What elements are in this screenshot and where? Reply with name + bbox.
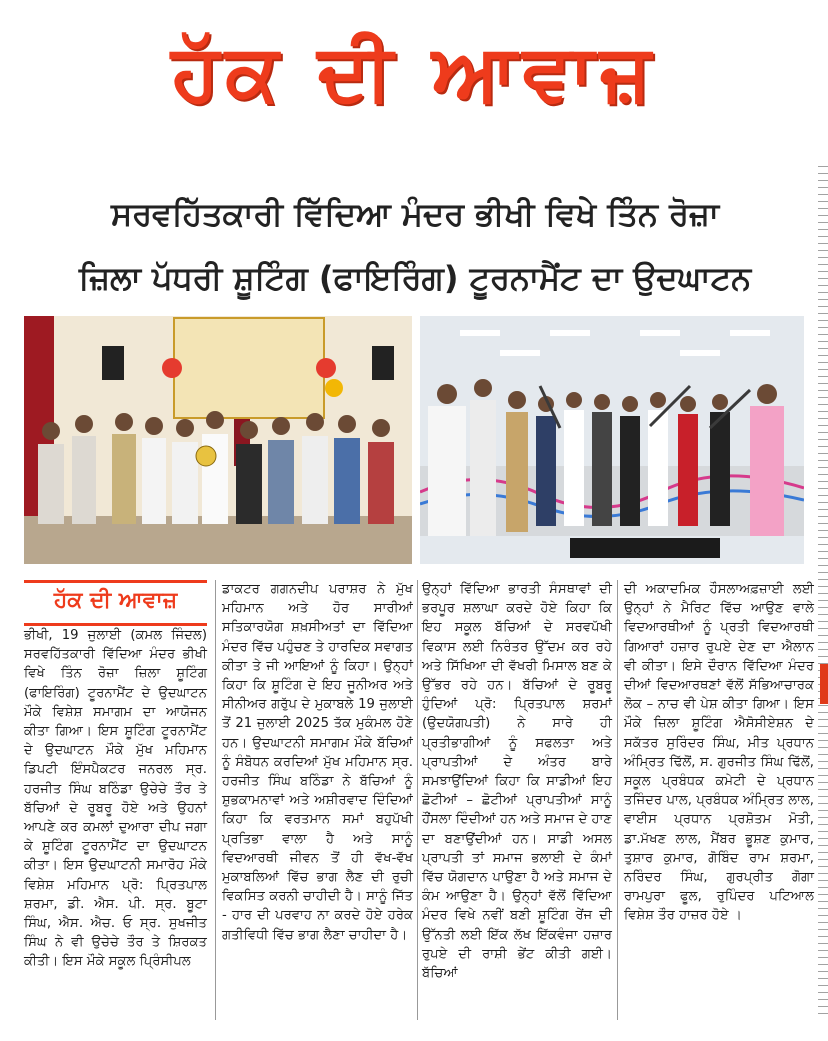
publication-logo	[24, 580, 207, 626]
article-column-2	[222, 580, 413, 945]
photo-guests-on-stage	[24, 316, 412, 564]
masthead-title: ਹੱਕ ਦੀ ਆਵਾਜ਼	[171, 28, 657, 118]
adjacent-page-red-mark	[820, 664, 828, 704]
article-column-1	[24, 626, 207, 972]
column-divider	[215, 580, 216, 1020]
photo-shooting-participants	[420, 316, 804, 564]
adjacent-page-edge	[818, 160, 828, 1020]
headline-line-1: ਸਰਵਹਿੱਤਕਾਰੀ ਵਿੱਦਿਆ ਮੰਦਰ ਭੀਖੀ ਵਿਖੇ ਤਿੰਨ ਰੋਜ਼ਾ	[110, 195, 720, 233]
column-divider	[417, 580, 418, 1020]
article-column-4	[624, 580, 814, 926]
article-column-2-text: ਡਾਕਟਰ ਗਗਨਦੀਪ ਪਰਾਸ਼ਰ ਨੇ ਮੁੱਖ ਮਹਿਮਾਨ ਅਤੇ ਹੋਰ ਸਾਰੀਆਂ ਸਤਿਕਾਰਯੋਗ ਸ਼ਖ਼ਸੀਅਤਾਂ ਦਾ ਵਿੱਦਿਆ ਮੰਦਰ ਵਿੱਚ ਪਹੁੰਚਣ ਤੇ ਹਾਰਦਿਕ ਸਵਾਗਤ ਕੀਤਾ ਤੇ ਜੀ ਆਇਆਂ ਨੂੰ ਕਿਹਾ। ਉਨ੍ਹਾਂ ਕਿਹਾ ਕਿ ਸ਼ੂਟਿੰਗ ਦੇ ਇਹ ਜੂਨੀਅਰ ਅਤੇ ਸੀਨੀਅਰ ਗਰੁੱਪ ਦੇ ਮੁਕਾਬਲੇ 19 ਜੁਲਾਈ ਤੋਂ 21 ਜੁਲਾਈ 2025 ਤੱਕ ਮੁਕੰਮਲ ਹੋਣੇ ਹਨ। ਉਦਘਾਟਨੀ ਸਮਾਗਮ ਮੌਕੇ ਬੱਚਿਆਂ ਨੂੰ ਸੰਬੋਧਨ ਕਰਦਿਆਂ ਮੁੱਖ ਮਹਿਮਾਨ ਸ੍ਰ. ਹਰਜੀਤ ਸਿੰਘ ਬਠਿੰਡਾ ਨੇ ਬੱਚਿਆਂ ਨੂੰ ਸ਼ੁਭਕਾਮਨਾਵਾਂ ਅਤੇ ਅਸ਼ੀਰਵਾਦ ਦਿੰਦਿਆਂ ਕਿਹਾ ਕਿ ਵਰਤਮਾਨ ਸਮਾਂ ਬਹੁਪੱਖੀ ਪ੍ਰਤਿਭਾ ਵਾਲਾ ਹੈ ਅਤੇ ਸਾਨੂੰ ਵਿਦਆਰਥੀ ਜੀਵਨ ਤੋਂ ਹੀ ਵੱਖ-ਵੱਖ ਮੁਕਾਬਲਿਆਂ ਵਿੱਚ ਭਾਗ ਲੈਣ ਦੀ ਰੁਚੀ ਵਿਕਸਿਤ ਕਰਨੀ ਚਾਹੀਦੀ ਹੈ। ਸਾਨੂੰ ਜਿੱਤ - ਹਾਰ ਦੀ ਪਰਵਾਹ ਨਾ ਕਰਦੇ ਹੋਏ ਹਰੇਕ ਗਤੀਵਿਧੀ ਵਿੱਚ ਭਾਗ ਲੈਣਾ ਚਾਹੀਦਾ ਹੈ।	[222, 582, 413, 943]
article-column-4-text: ਦੀ ਅਕਾਦਮਿਕ ਹੌਸਲਾਅਫ਼ਜ਼ਾਈ ਲਈ ਉਨ੍ਹਾਂ ਨੇ ਮੈਰਿਟ ਵਿੱਚ ਆਉਣ ਵਾਲੇ ਵਿਦਆਰਥੀਆਂ ਨੂੰ ਪ੍ਰਤੀ ਵਿਦਆਰਥੀ ਗਿਆਰਾਂ ਹਜ਼ਾਰ ਰੁਪਏ ਦੇਣ ਦਾ ਐਲਾਨ ਵੀ ਕੀਤਾ। ਇਸੇ ਦੌਰਾਨ ਵਿੱਦਿਆ ਮੰਦਰ ਦੀਆਂ ਵਿਦਆਰਥਣਾਂ ਵੱਲੋਂ ਸੱਭਿਆਚਾਰਕ ਲੋਕ – ਨਾਚ ਵੀ ਪੇਸ਼ ਕੀਤਾ ਗਿਆ। ਇਸ ਮੌਕੇ ਜ਼ਿਲਾ ਸ਼ੂਟਿੰਗ ਐਸੋਸੀਏਸ਼ਨ ਦੇ ਸਕੱਤਰ ਸੁਰਿੰਦਰ ਸਿੰਘ, ਮੀਤ ਪ੍ਰਧਾਨ ਅੰਮ੍ਰਿਤ ਢਿੱਲੋਂ, ਸ. ਗੁਰਜੀਤ ਸਿੰਘ ਢਿੱਲੋਂ, ਸਕੂਲ ਪ੍ਰਬੰਧਕ ਕਮੇਟੀ ਦੇ ਪ੍ਰਧਾਨ ਤਜਿੰਦਰ ਪਾਲ, ਪ੍ਰਬੰਧਕ ਅੰਮ੍ਰਿਤ ਲਾਲ, ਵਾਈਸ ਪ੍ਰਧਾਨ ਪ੍ਰਸ਼ੋਤਮ ਮੋਤੀ, ਡਾ.ਮੱਖਣ ਲਾਲ, ਮੈਂਬਰ ਭੂਸ਼ਣ ਕੁਮਾਰ, ਤੁਸ਼ਾਰ ਕੁਮਾਰ, ਗੋਬਿੰਦ ਰਾਮ ਸ਼ਰਮਾ, ਨਰਿੰਦਰ ਸਿੰਘ, ਗੁਰਪ੍ਰੀਤ ਗੋਗਾ ਰਾਮਪੁਰਾ ਫੂਲ, ਰੁਪਿੰਦਰ ਪਟਿਆਲ ਵਿਸ਼ੇਸ਼ ਤੌਰ ਹਾਜ਼ਰ ਹੋਏ ।	[624, 582, 814, 924]
publication-logo-text: ਹੱਕ ਦੀ ਆਵਾਜ਼	[53, 588, 178, 613]
column-divider	[617, 580, 618, 1020]
masthead	[0, 0, 828, 150]
article-body	[24, 580, 814, 1020]
article-column-3-text: ਉਨ੍ਹਾਂ ਵਿੱਦਿਆ ਭਾਰਤੀ ਸੰਸਥਾਵਾਂ ਦੀ ਭਰਪੂਰ ਸ਼ਲਾਘਾ ਕਰਦੇ ਹੋਏ ਕਿਹਾ ਕਿ ਇਹ ਸਕੂਲ ਬੱਚਿਆਂ ਦੇ ਸਰਵਪੱਖੀ ਵਿਕਾਸ ਲਈ ਨਿਰੰਤਰ ਉੱਦਮ ਕਰ ਰਹੇ ਅਤੇ ਸਿੱਖਿਆ ਦੀ ਵੱਖਰੀ ਮਿਸਾਲ ਬਣ ਕੇ ਉੱਭਰ ਰਹੇ ਹਨ। ਬੱਚਿਆਂ ਦੇ ਰੂਬਰੂ ਹੁੰਦਿਆਂ ਪ੍ਰੋ: ਪ੍ਰਿਤਪਾਲ ਸ਼ਰਮਾਂ (ਉਦਯੋਗਪਤੀ) ਨੇ ਸਾਰੇ ਹੀ ਪ੍ਰਤੀਭਾਗੀਆਂ ਨੂੰ ਸਫਲਤਾ ਅਤੇ ਪ੍ਰਾਪਤੀਆਂ ਦੇ ਅੰਤਰ ਬਾਰੇ ਸਮਝਾਉਂਦਿਆਂ ਕਿਹਾ ਕਿ ਸਾਡੀਆਂ ਇਹ ਛੋਟੀਆਂ – ਛੋਟੀਆਂ ਪ੍ਰਾਪਤੀਆਂ ਸਾਨੂੰ ਹੌਂਸਲਾ ਦਿੰਦੀਆਂ ਹਨ ਅਤੇ ਸਮਾਜ ਦੇ ਹਾਣ ਦਾ ਬਣਾਉਂਦੀਆਂ ਹਨ। ਸਾਡੀ ਅਸਲ ਪ੍ਰਾਪਤੀ ਤਾਂ ਸਮਾਜ ਭਲਾਈ ਦੇ ਕੰਮਾਂ ਵਿੱਚ ਯੋਗਦਾਨ ਪਾਉਣਾ ਹੈ ਅਤੇ ਸਮਾਜ ਦੇ ਕੰਮ ਆਉਣਾ ਹੈ। ਉਨ੍ਹਾਂ ਵੱਲੋਂ ਵਿੱਦਿਆ ਮੰਦਰ ਵਿਖੇ ਨਵੀਂ ਬਣੀ ਸ਼ੂਟਿੰਗ ਰੇਂਜ ਦੀ ਉੱਨਤੀ ਲਈ ਇੱਕ ਲੱਖ ਇੱਕਵੰਜਾ ਹਜ਼ਾਰ ਰੁਪਏ ਦੀ ਰਾਸ਼ੀ ਭੇਂਟ ਕੀਤੀ ਗਈ। ਬੱਚਿਆਂ	[422, 582, 612, 982]
article-column-1-text: ਭੀਖੀ, 19 ਜੁਲਾਈ (ਕਮਲ ਜਿੰਦਲ) ਸਰਵਹਿੱਤਕਾਰੀ ਵਿੱਦਿਆ ਮੰਦਰ ਭੀਖੀ ਵਿਖੇ ਤਿੰਨ ਰੋਜ਼ਾ ਜ਼ਿਲਾ ਸ਼ੂਟਿੰਗ (ਫਾਇਰਿੰਗ) ਟੂਰਨਾਮੈਂਟ ਦੇ ਉਦਘਾਟਨ ਮੌਕੇ ਵਿਸ਼ੇਸ਼ ਸਮਾਗਮ ਦਾ ਆਯੋਜਨ ਕੀਤਾ ਗਿਆ। ਇਸ ਸ਼ੂਟਿੰਗ ਟੂਰਨਾਮੈਂਟ ਦੇ ਉਦਘਾਟਨ ਮੌਕੇ ਮੁੱਖ ਮਹਿਮਾਨ ਡਿਪਟੀ ਇੰਸਪੈਕਟਰ ਜਨਰਲ ਸ੍ਰ. ਹਰਜੀਤ ਸਿੰਘ ਬਠਿੰਡਾ ਉਚੇਚੇ ਤੌਰ ਤੇ ਬੱਚਿਆਂ ਦੇ ਰੂਬਰੂ ਹੋਏ ਅਤੇ ਉਹਨਾਂ ਆਪਣੇ ਕਰ ਕਮਲਾਂ ਦੁਆਰਾ ਦੀਪ ਜਗਾ ਕੇ ਸ਼ੂਟਿੰਗ ਟੂਰਨਾਮੈਂਟ ਦਾ ਉਦਘਾਟਨ ਕੀਤਾ। ਇਸ ਉਦਘਾਟਨੀ ਸਮਾਰੋਹ ਮੌਕੇ ਵਿਸ਼ੇਸ਼ ਮਹਿਮਾਨ ਪ੍ਰੋ: ਪ੍ਰਿਤਪਾਲ ਸ਼ਰਮਾ, ਡੀ. ਐਸ. ਪੀ. ਸ੍ਰ. ਬੂਟਾ ਸਿੰਘ, ਐਸ. ਐਚ. ਓ ਸ੍ਰ. ਸੁਖਜੀਤ ਸਿੰਘ ਨੇ ਵੀ ਉਚੇਚੇ ਤੌਰ ਤੇ ਸ਼ਿਰਕਤ ਕੀਤੀ। ਇਸ ਮੌਕੇ ਸਕੂਲ ਪ੍ਰਿੰਸੀਪਲ	[24, 628, 207, 970]
article-column-3	[422, 580, 612, 983]
headline-line-2: ਜ਼ਿਲਾ ਪੱਧਰੀ ਸ਼ੂਟਿੰਗ (ਫਾਇਰਿੰਗ) ਟੂਰਨਾਮੈਂਟ ਦਾ ਉਦਘਾਟਨ	[78, 259, 752, 297]
